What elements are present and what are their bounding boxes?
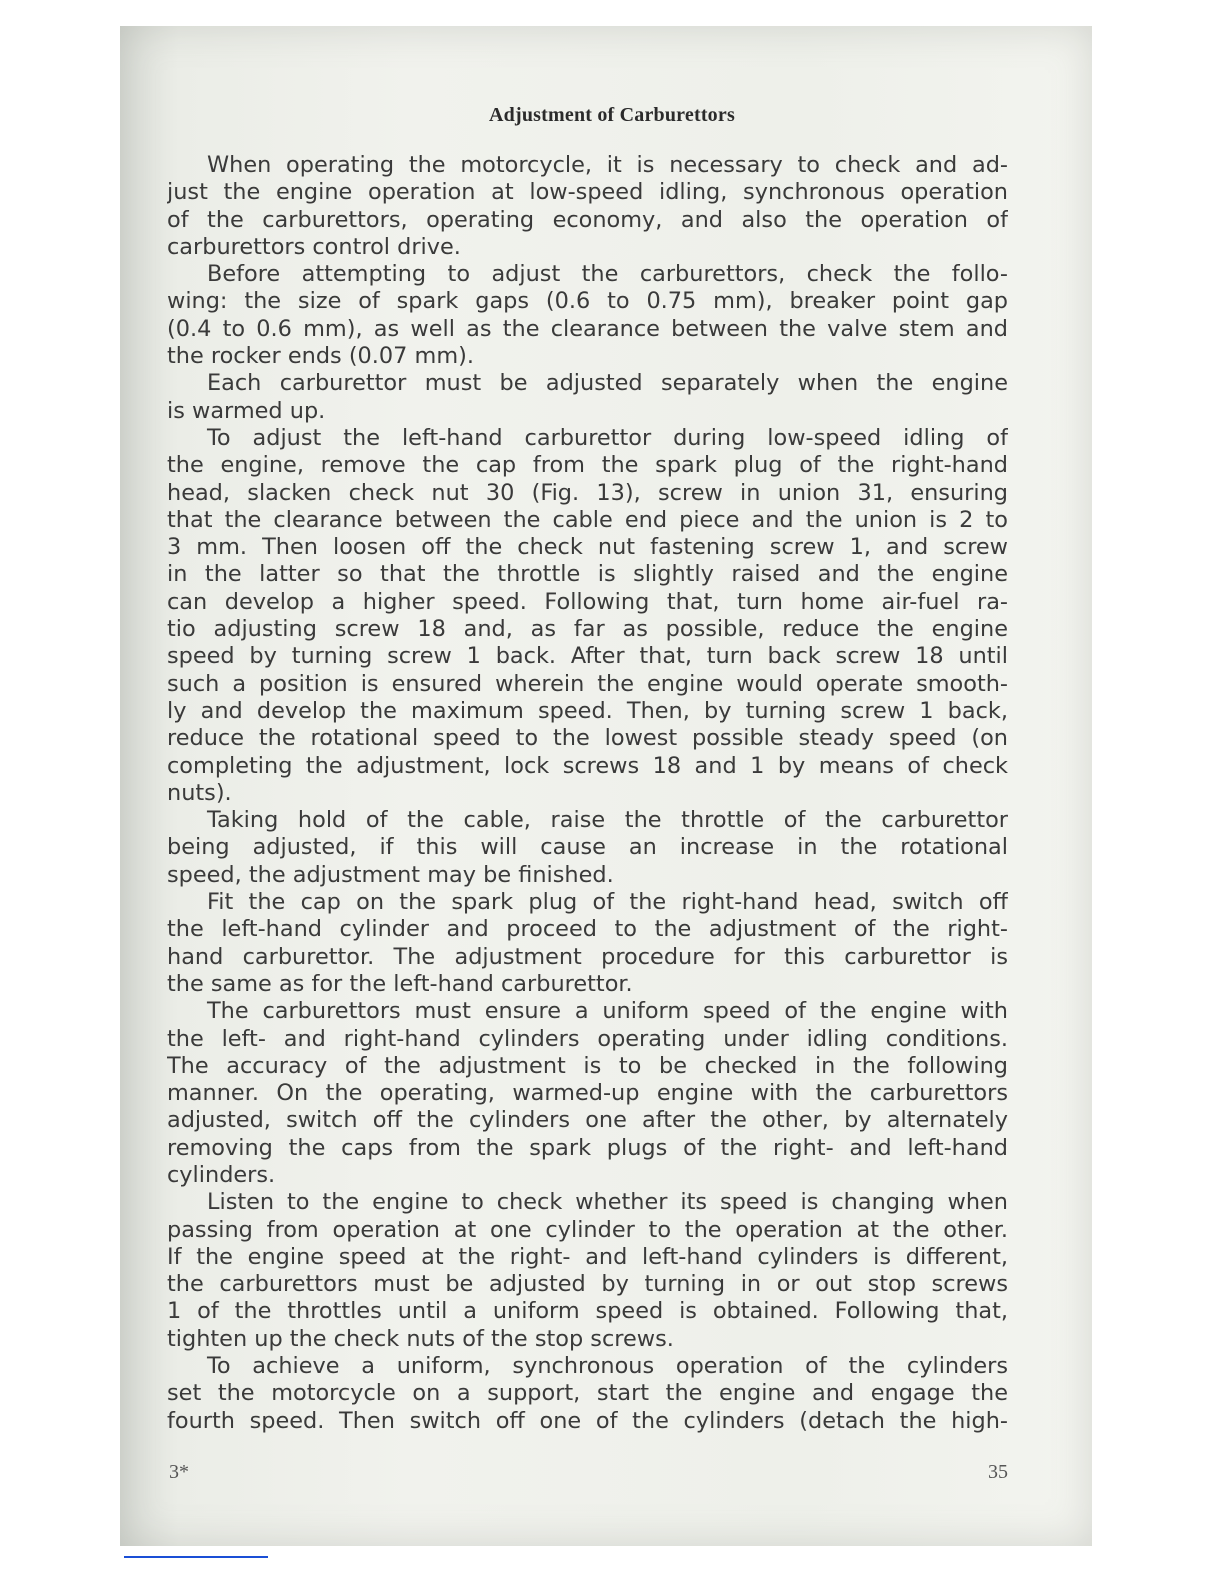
- text-line: tio adjusting screw 18 and, as far as possible, reduce the engine: [167, 616, 1008, 643]
- text-line: the carburettors must be adjusted by turning in or out stop screws: [167, 1271, 1008, 1298]
- link-underline: [124, 1556, 268, 1558]
- text-line: To achieve a uniform, synchronous operation of the cylinders: [207, 1353, 1008, 1380]
- text-line: removing the caps from the spark plugs of the right- and left-hand: [167, 1134, 1008, 1161]
- text-line: ly and develop the maximum speed. Then, by turning screw 1 back,: [167, 697, 1008, 724]
- text-line: If the engine speed at the right- and left-hand cylinders is different,: [167, 1243, 1008, 1270]
- text-line: Before attempting to adjust the carburettors, check the follo-: [207, 261, 1008, 288]
- text-line: just the engine operation at low-speed idling, synchronous operation: [167, 179, 1008, 206]
- text-line: 3 mm. Then loosen off the check nut fastening screw 1, and screw: [167, 534, 1008, 561]
- text-line: speed by turning screw 1 back. After that, turn back screw 18 until: [167, 643, 1008, 670]
- text-line: To adjust the left-hand carburettor during low-speed idling of: [207, 424, 1008, 451]
- text-line: 1 of the throttles until a uniform speed is obtained. Following that,: [167, 1298, 1008, 1325]
- text-line: being adjusted, if this will cause an increase in the rotational: [167, 834, 1008, 861]
- text-line: wing: the size of spark gaps (0.6 to 0.75 mm), breaker point gap: [167, 288, 1008, 315]
- text-line: the rocker ends (0.07 mm).: [167, 343, 474, 370]
- text-line: the left-hand cylinder and proceed to the adjustment of the right-: [167, 916, 1008, 943]
- text-line: the same as for the left-hand carburettor.: [167, 970, 633, 997]
- text-line: Each carburettor must be adjusted separately when the engine: [207, 370, 1008, 397]
- signature-mark: 3*: [169, 1461, 189, 1483]
- text-line: Listen to the engine to check whether its speed is changing when: [207, 1189, 1008, 1216]
- text-line: nuts).: [167, 779, 232, 806]
- body-text: [167, 152, 1008, 1435]
- text-line: hand carburettor. The adjustment procedure for this carburettor is: [167, 943, 1008, 970]
- text-line: the left- and right-hand cylinders operating under idling conditions.: [167, 1025, 1008, 1052]
- text-line: such a position is ensured wherein the engine would operate smooth-: [167, 670, 1008, 697]
- text-line: The accuracy of the adjustment is to be checked in the following: [167, 1052, 1008, 1079]
- text-line: completing the adjustment, lock screws 18 and 1 by means of check: [167, 752, 1008, 779]
- page-number: 35: [988, 1461, 1008, 1483]
- text-line: speed, the adjustment may be finished.: [167, 861, 614, 888]
- text-line: (0.4 to 0.6 mm), as well as the clearance between the valve stem and: [167, 315, 1008, 342]
- text-line: head, slacken check nut 30 (Fig. 13), screw in union 31, ensuring: [167, 479, 1008, 506]
- text-line: of the carburettors, operating economy, and also the operation of: [167, 206, 1008, 233]
- text-line: can develop a higher speed. Following that, turn home air-fuel ra-: [167, 588, 1008, 615]
- text-line: The carburettors must ensure a uniform speed of the engine with: [207, 998, 1008, 1025]
- text-line: tighten up the check nuts of the stop screws.: [167, 1325, 674, 1352]
- text-line: carburettors control drive.: [167, 233, 461, 260]
- text-line: cylinders.: [167, 1161, 276, 1188]
- text-line: passing from operation at one cylinder to the operation at the other.: [167, 1216, 1008, 1243]
- text-line: When operating the motorcycle, it is necessary to check and ad-: [207, 152, 1008, 178]
- text-line: set the motorcycle on a support, start the engine and engage the: [167, 1380, 1008, 1407]
- text-line: in the latter so that the throttle is slightly raised and the engine: [167, 561, 1008, 588]
- text-line: manner. On the operating, warmed-up engine with the carburettors: [167, 1080, 1008, 1107]
- text-line: that the clearance between the cable end piece and the union is 2 to: [167, 506, 1008, 533]
- text-line: reduce the rotational speed to the lowest possible steady speed (on: [167, 725, 1008, 752]
- text-line: fourth speed. Then switch off one of the cylinders (detach the high-: [167, 1407, 1008, 1434]
- text-line: Fit the cap on the spark plug of the right-hand head, switch off: [207, 889, 1008, 916]
- page-title: Adjustment of Carburettors: [489, 104, 735, 126]
- text-line: Taking hold of the cable, raise the throttle of the carburettor: [207, 807, 1008, 834]
- text-line: adjusted, switch off the cylinders one after the other, by alternately: [167, 1107, 1008, 1134]
- text-line: is warmed up.: [167, 397, 326, 424]
- text-line: the engine, remove the cap from the spark plug of the right-hand: [167, 452, 1008, 479]
